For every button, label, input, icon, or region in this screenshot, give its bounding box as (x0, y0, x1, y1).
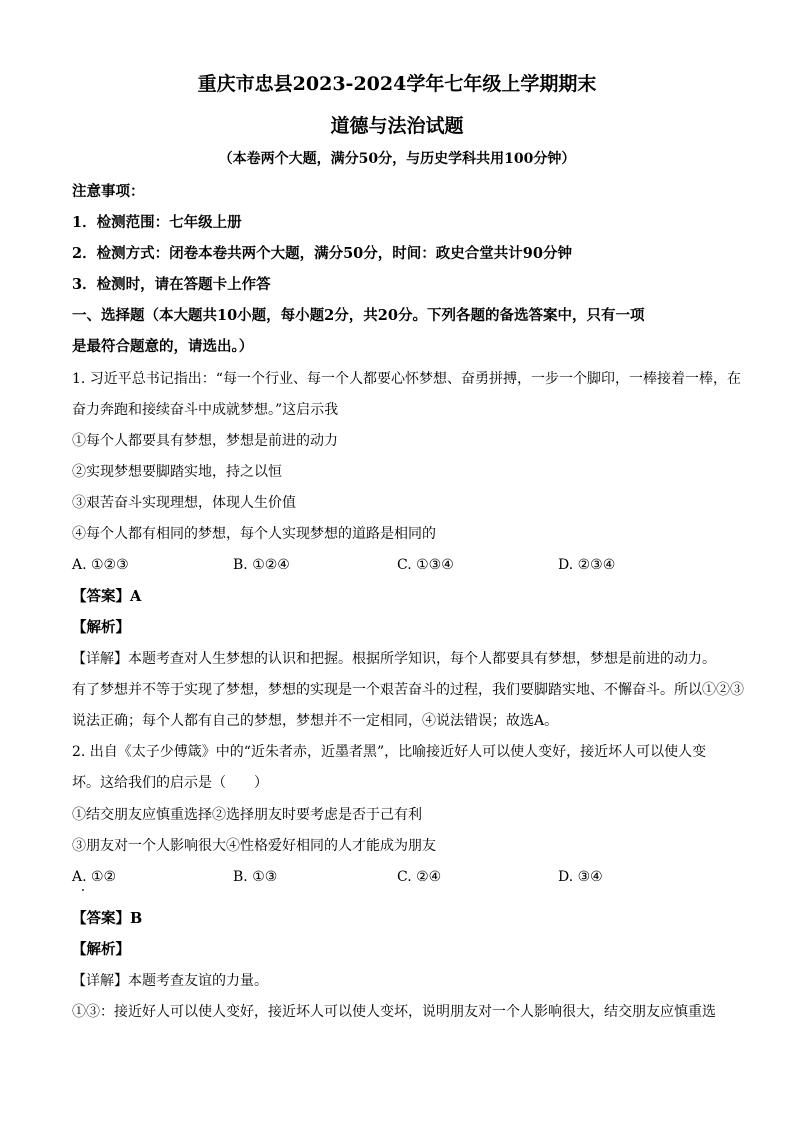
stray-dot-mark (82, 889, 84, 891)
q2-answer: 【答案】B (72, 910, 143, 927)
document-subject: 道德与法治试题 (330, 115, 464, 137)
notice-item-1: 1．检测范围：七年级上册 (72, 214, 242, 231)
q1-option-a: A. ①②③ (72, 557, 129, 573)
q1-statement-2: ②实现梦想要脚踏实地，持之以恒 (72, 464, 282, 480)
q1-option-c: C. ①③④ (397, 557, 454, 573)
q1-statement-3: ③艰苦奋斗实现理想，体现人生价值 (72, 495, 296, 511)
document-title: 重庆市忠县2023-2024学年七年级上学期期末 (197, 73, 597, 95)
q1-detail-3: 说法正确；每个人都有自己的梦想，梦想并不一定相同，④说法错误；故选A。 (72, 713, 559, 729)
document-note: （本卷两个大题，满分50分，与历史学科共用100分钟） (218, 151, 576, 167)
q2-option-c: C. ②④ (397, 869, 442, 885)
q2-option-b: B. ①③ (233, 869, 278, 885)
q1-stem: 1. 习近平总书记指出：“每一个行业、每一个人都要心怀梦想、奋勇拼搏，一步一个脚印，一棒接着一棒，在 (72, 371, 741, 387)
q2-option-d: D. ③④ (558, 869, 603, 885)
notice-item-3: 3．检测时，请在答题卡上作答 (72, 276, 271, 293)
notice-item-2: 2．检测方式：闭卷本卷共两个大题，满分50分，时间：政史合堂共计90分钟 (72, 245, 572, 262)
q1-option-d: D. ②③④ (558, 557, 616, 573)
q1-option-b: B. ①②④ (233, 557, 290, 573)
section-heading: 一、选择题（本大题共10小题，每小题2分，共20分。下列各题的备选答案中，只有一项 (72, 307, 645, 324)
q1-answer: 【答案】A (72, 588, 142, 605)
q1-detail-2: 有了梦想并不等于实现了梦想，梦想的实现是一个艰苦奋斗的过程，我们要脚踏实地、不懈奋斗。所以①②③ (72, 682, 744, 698)
q1-analysis-label: 【解析】 (72, 619, 130, 636)
q2-statement-1: ①结交朋友应慎重选择②选择朋友时要考虑是否于己有利 (72, 807, 422, 823)
q2-option-a: A. ①② (72, 869, 117, 885)
q1-detail-1: 【详解】本题考查对人生梦想的认识和把握。根据所学知识，每个人都要具有梦想，梦想是前进的动力。 (72, 651, 716, 667)
notice-heading: 注意事项： (72, 183, 145, 200)
q2-stem-cont: 坏。这给我们的启示是（ ） (72, 775, 268, 791)
q2-statement-2: ③朋友对一个人影响很大④性格爱好相同的人才能成为朋友 (72, 838, 436, 854)
q1-stem-cont: 奋力奔跑和接续奋斗中成就梦想。”这启示我 (72, 402, 339, 418)
q2-analysis-label: 【解析】 (72, 941, 130, 958)
q1-statement-1: ①每个人都要具有梦想，梦想是前进的动力 (72, 433, 338, 449)
q2-detail-2: ①③：接近好人可以使人变好，接近坏人可以使人变坏，说明朋友对一个人影响很大，结交朋友应慎重选 (72, 1004, 716, 1020)
q2-detail-1: 【详解】本题考查友谊的力量。 (72, 973, 268, 989)
section-heading-cont: 是最符合题意的，请选出。） (72, 338, 254, 355)
q2-stem: 2. 出自《太子少傅箴》中的“近朱者赤，近墨者黑”，比喻接近好人可以使人变好，接近坏人可以使人变 (72, 744, 707, 760)
q1-statement-4: ④每个人都有相同的梦想，每个人实现梦想的道路是相同的 (72, 526, 436, 542)
